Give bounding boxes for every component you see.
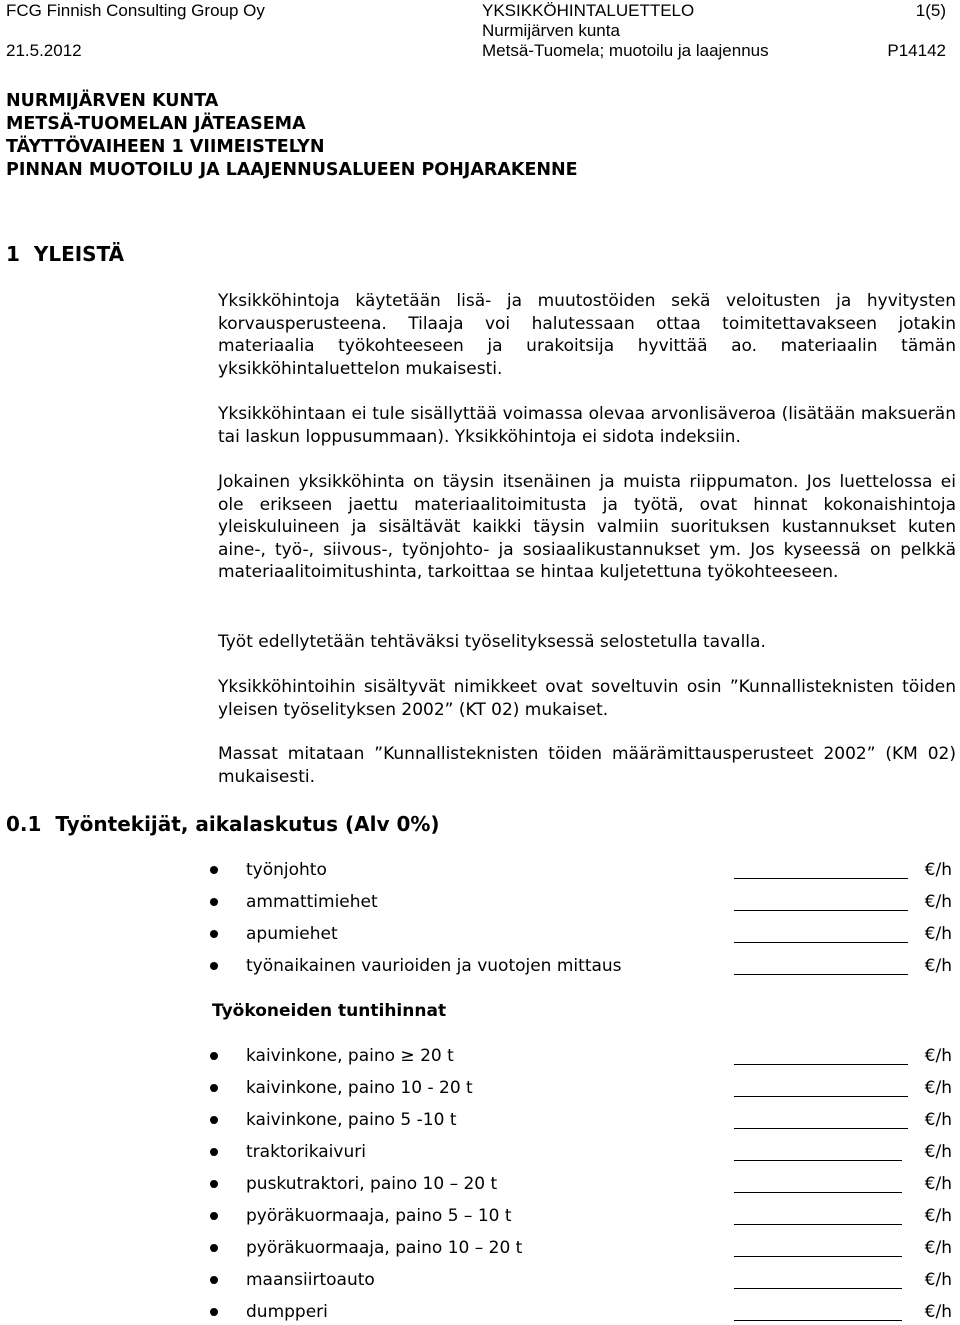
item-unit: €/h (924, 1302, 952, 1322)
section-heading: 1 YLEISTÄ (6, 242, 125, 266)
header-project-number: P14142 (887, 41, 946, 60)
paragraph: Yksikköhintaan ei tule sisällyttää voimassa olevaa arvonlisäveroa (lisätään maksuerän tai laskun loppusummaan). Yksikköhintoja ei sidota indeksiin. (218, 404, 956, 447)
item-unit: €/h (924, 1110, 952, 1130)
list-item (210, 1108, 952, 1132)
paragraph: Yksikköhintoja käytetään lisä- ja muutostöiden sekä veloitusten ja hyvitysten korvausperusteena. Tilaaja voi halutessaan ottaa toimitettavakseen jotakin materiaalia työkohteeseen ja urakoitsija hyvittää ao. materiaalin tämän yksikköhintaluettelon mukaisesti. (218, 291, 956, 379)
item-label: kaivinkone, paino 5 -10 t (246, 1110, 457, 1130)
bullet-icon (210, 1148, 218, 1156)
item-unit: €/h (924, 956, 952, 976)
price-blank (734, 1320, 902, 1321)
header-client: Nurmijärven kunta (482, 21, 620, 40)
item-label: kaivinkone, paino 10 - 20 t (246, 1078, 473, 1098)
list-item (210, 1300, 952, 1324)
list-item (210, 922, 952, 946)
bullet-icon (210, 1212, 218, 1220)
paragraph: Massat mitataan ”Kunnallisteknisten töiden määrämittausperusteet 2002” (KM 02) mukaisesti. (218, 744, 956, 787)
list-item (210, 1236, 952, 1260)
bullet-icon (210, 1180, 218, 1188)
paragraph: Jokainen yksikköhinta on täysin itsenäinen ja muista riippumaton. Jos luettelossa ei ole erikseen jaettu materiaalitoimitusta ja työtä, ovat hinnat kokonaishintoja yleiskuluineen ja sisältävät kaikki täysin valmiin suorituksen kustannukset kuten aine-, työ-, siivous-, työnjohto- ja sosiaalikustannukset ym. Jos kyseessä on pelkkä materiaalitoimitushinta, tarkoittaa se hintaa kuljetettuna työkohteeseen. (218, 472, 956, 583)
bullet-icon (210, 930, 218, 938)
item-label: kaivinkone, paino ≥ 20 t (246, 1046, 454, 1066)
bullet-icon (210, 866, 218, 874)
list-item (210, 1076, 952, 1100)
price-blank (734, 1224, 902, 1225)
item-label: traktorikaivuri (246, 1142, 366, 1162)
item-label: työnaikainen vaurioiden ja vuotojen mittaus (246, 956, 622, 976)
title-line: METSÄ-TUOMELAN JÄTEASEMA (6, 114, 306, 134)
price-blank (734, 1160, 902, 1161)
header-doc-type: YKSIKKÖHINTALUETTELO (482, 1, 695, 20)
price-blank (734, 1256, 902, 1257)
item-label: pyöräkuormaaja, paino 5 – 10 t (246, 1206, 512, 1226)
item-unit: €/h (924, 1174, 952, 1194)
bullet-icon (210, 1052, 218, 1060)
bullet-icon (210, 1308, 218, 1316)
list-item (210, 1044, 952, 1068)
bullet-icon (210, 1116, 218, 1124)
item-unit: €/h (924, 1142, 952, 1162)
item-label: dumpperi (246, 1302, 328, 1322)
header-date: 21.5.2012 (6, 41, 82, 60)
bullet-icon (210, 1244, 218, 1252)
list-item (210, 1204, 952, 1228)
title-line: PINNAN MUOTOILU JA LAAJENNUSALUEEN POHJARAKENNE (6, 160, 578, 180)
price-blank (734, 1064, 908, 1065)
title-line: TÄYTTÖVAIHEEN 1 VIIMEISTELYN (6, 137, 325, 157)
price-blank (734, 1128, 908, 1129)
list-item (210, 1268, 952, 1292)
item-label: puskutraktori, paino 10 – 20 t (246, 1174, 498, 1194)
header-project: Metsä-Tuomela; muotoilu ja laajennus (482, 41, 769, 60)
section-heading: 0.1 Työntekijät, aikalaskutus (Alv 0%) (6, 812, 440, 836)
list-item (210, 1172, 952, 1196)
item-label: pyöräkuormaaja, paino 10 – 20 t (246, 1238, 523, 1258)
item-unit: €/h (924, 1046, 952, 1066)
paragraph: Työt edellytetään tehtäväksi työselityksessä selostetulla tavalla. (218, 632, 766, 652)
item-label: työnjohto (246, 860, 327, 880)
item-label: ammattimiehet (246, 892, 378, 912)
item-unit: €/h (924, 1078, 952, 1098)
item-label: apumiehet (246, 924, 338, 944)
item-unit: €/h (924, 1270, 952, 1290)
item-unit: €/h (924, 1206, 952, 1226)
price-blank (734, 910, 908, 911)
header-page-number: 1(5) (915, 1, 946, 20)
paragraph: Yksikköhintoihin sisältyvät nimikkeet ovat soveltuvin osin ”Kunnallisteknisten töiden yleisen työselityksen 2002” (KT 02) mukaiset. (218, 677, 956, 720)
list-item (210, 1140, 952, 1164)
list-item (210, 858, 952, 882)
price-blank (734, 1096, 908, 1097)
price-blank (734, 974, 908, 975)
price-blank (734, 878, 908, 879)
bullet-icon (210, 1276, 218, 1284)
list-item (210, 954, 952, 978)
price-blank (734, 942, 908, 943)
title-line: NURMIJÄRVEN KUNTA (6, 91, 219, 111)
subheading: Työkoneiden tuntihinnat (212, 1001, 447, 1021)
bullet-icon (210, 1084, 218, 1092)
item-label: maansiirtoauto (246, 1270, 375, 1290)
price-blank (734, 1192, 902, 1193)
item-unit: €/h (924, 860, 952, 880)
list-item (210, 890, 952, 914)
bullet-icon (210, 898, 218, 906)
bullet-icon (210, 962, 218, 970)
item-unit: €/h (924, 892, 952, 912)
header-company: FCG Finnish Consulting Group Oy (6, 1, 265, 20)
item-unit: €/h (924, 924, 952, 944)
price-blank (734, 1288, 902, 1289)
item-unit: €/h (924, 1238, 952, 1258)
